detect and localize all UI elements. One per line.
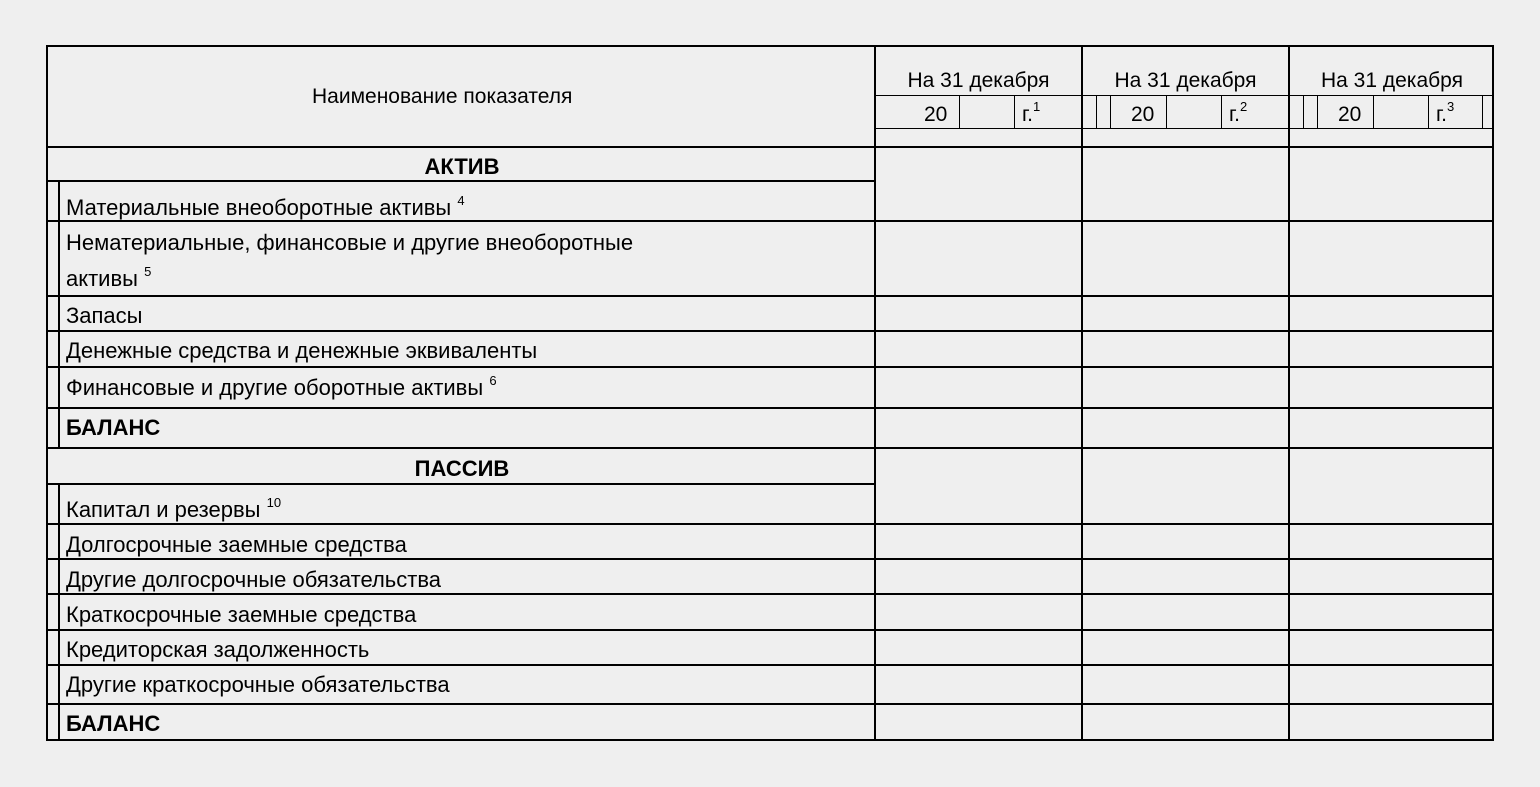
balance-sheet-form — [46, 45, 1494, 741]
row-border — [48, 295, 1492, 297]
liabilities-section-title: ПАССИВ — [414, 456, 510, 481]
row-border — [48, 330, 1492, 332]
footnote-mark: 1 — [1032, 99, 1041, 114]
year-box-divider — [1166, 95, 1167, 128]
year-box-divider — [1221, 95, 1222, 128]
row-liabilities-total: БАЛАНС — [66, 711, 161, 736]
year-box-divider — [1482, 95, 1483, 128]
footnote-mark: 2 — [1239, 99, 1248, 114]
header-bottom-border — [48, 146, 1492, 148]
year-box-divider — [1014, 95, 1015, 128]
row-other-long-term-liabilities: Другие долгосрочные обязательства — [66, 567, 441, 592]
indicator-column-header: Наименование показателя — [312, 85, 573, 108]
period-1-year-suffix — [1022, 99, 1041, 127]
row-border — [48, 407, 1492, 409]
period-1-header: На 31 декабря — [907, 69, 1050, 92]
period-1-year-prefix: 20 — [924, 103, 948, 126]
row-border — [48, 593, 1492, 595]
footnote-mark: 6 — [489, 373, 497, 388]
row-financial-current-assets — [66, 375, 497, 401]
period-2-year-prefix: 20 — [1131, 103, 1155, 126]
row-label: активы — [66, 266, 138, 291]
year-box-divider — [1373, 95, 1374, 128]
row-border — [48, 366, 1492, 368]
row-border — [48, 558, 1492, 560]
row-intangible-financial-noncurrent-assets-line2 — [66, 266, 151, 292]
column-divider — [1288, 47, 1290, 739]
row-border — [48, 180, 874, 182]
row-border — [48, 703, 1492, 705]
year-suffix: г. — [1436, 103, 1447, 126]
footnote-mark: 5 — [144, 264, 152, 279]
row-tangible-noncurrent-assets — [66, 195, 465, 221]
year-box-divider — [1303, 95, 1304, 128]
row-border — [48, 220, 1492, 222]
year-box-divider — [1317, 95, 1318, 128]
row-label: Материальные внеоборотные активы — [66, 195, 452, 220]
year-suffix: г. — [1022, 103, 1033, 126]
year-row-bottom — [876, 128, 1494, 129]
footnote-mark: 4 — [457, 193, 465, 208]
row-indent-line — [58, 483, 60, 739]
row-label: Финансовые и другие оборотные активы — [66, 375, 484, 400]
period-3-year-prefix: 20 — [1338, 103, 1362, 126]
row-border — [48, 664, 1492, 666]
row-accounts-payable: Кредиторская задолженность — [66, 637, 370, 662]
row-border — [48, 447, 1492, 449]
row-cash-equivalents: Денежные средства и денежные эквиваленты — [66, 338, 538, 363]
year-box-divider — [959, 95, 960, 128]
year-suffix: г. — [1229, 103, 1240, 126]
row-other-short-term-liabilities: Другие краткосрочные обязательства — [66, 672, 450, 697]
column-divider — [1081, 47, 1083, 739]
period-3-header: На 31 декабря — [1321, 69, 1463, 92]
period-2-header: На 31 декабря — [1114, 69, 1257, 92]
row-long-term-borrowings: Долгосрочные заемные средства — [66, 532, 407, 557]
period-2-year-suffix — [1229, 99, 1248, 127]
row-assets-total: БАЛАНС — [66, 415, 161, 440]
row-capital-reserves — [66, 497, 281, 523]
row-border — [48, 629, 1492, 631]
row-border — [48, 483, 874, 485]
row-short-term-borrowings: Краткосрочные заемные средства — [66, 602, 417, 627]
period-3-year-suffix — [1436, 99, 1455, 127]
year-box-divider — [1096, 95, 1097, 128]
footnote-mark: 3 — [1446, 99, 1455, 114]
row-intangible-financial-noncurrent-assets-line1: Нематериальные, финансовые и другие внеоборотные — [66, 230, 634, 255]
row-label: Капитал и резервы — [66, 497, 261, 522]
column-divider — [874, 47, 876, 739]
row-inventories: Запасы — [66, 303, 143, 328]
row-border — [48, 523, 1492, 525]
assets-section-title: АКТИВ — [424, 154, 500, 179]
year-box-divider — [1110, 95, 1111, 128]
footnote-mark: 10 — [266, 495, 282, 510]
year-row-top — [876, 95, 1494, 96]
year-box-divider — [1428, 95, 1429, 128]
